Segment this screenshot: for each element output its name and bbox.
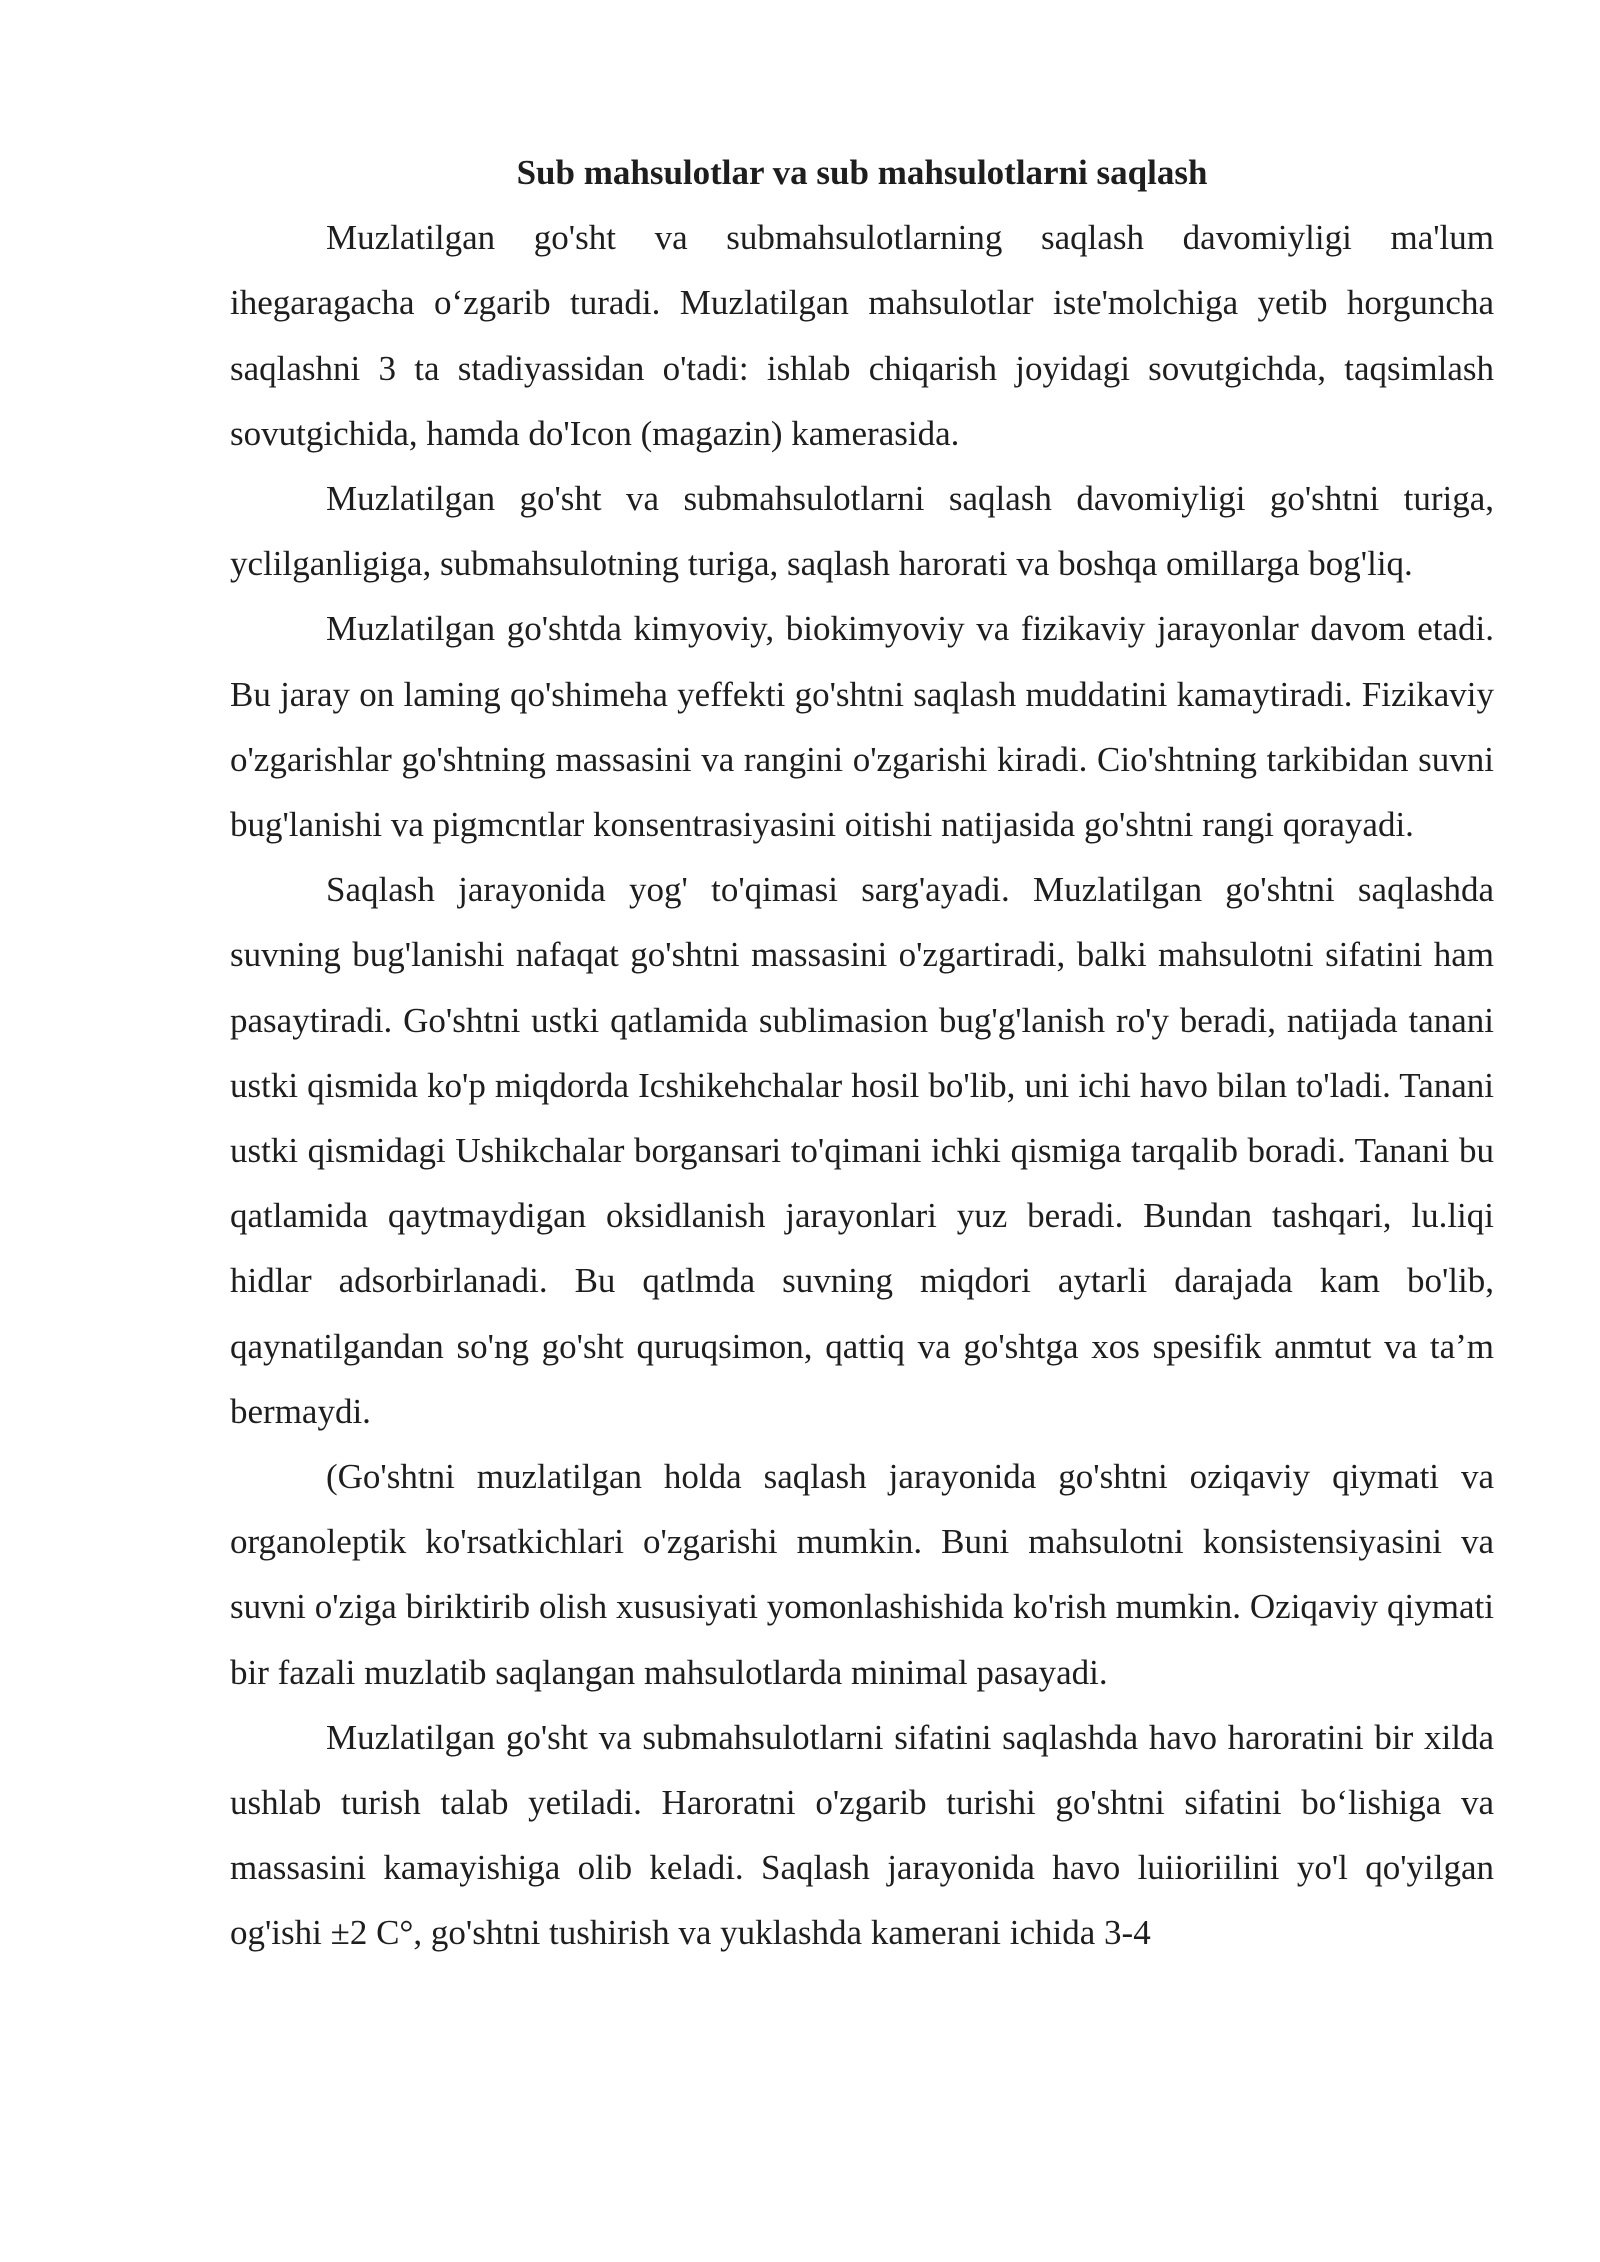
paragraph-6: Muzlatilgan go'sht va submahsulotlarni sifatini saqlashda havo haroratini bir xilda ushlab turish talab yetiladi. Haroratni o'zgarib turishi go'shtni sifatini bo‘lishiga va massasini kamayishiga olib keladi. Saqlash jarayonida havo luiioriilini yo'l qo'yilgan og'ishi ±2 C°, go'shtni tushirish va yuklashda kamerani ichida 3-4 xyxy=(230,1717,1494,1953)
paragraph-2: Muzlatilgan go'sht va submahsulotlarni saqlash davomiyligi go'shtni turiga, yclilganligiga, submahsulotning turiga, saqlash harorati va boshqa omillarga bog'liq. xyxy=(230,479,1494,584)
paragraph-5: (Go'shtni muzlatilgan holda saqlash jarayonida go'shtni oziqaviy qiymati va organoleptik ko'rsatkichlari o'zgarishi mumkin. Buni mahsulotni konsistensiyasini va suvni o'ziga biriktirib olish xususiyati yomonlashishida ko'rish mumkin. Oziqaviy qiymati bir fazali muzlatib saqlangan mahsulotlarda minimal pasayadi. xyxy=(230,1457,1494,1692)
document-body xyxy=(230,140,1494,1966)
paragraph-3: Muzlatilgan go'shtda kimyoviy, biokimyoviy va fizikaviy jarayonlar davom etadi. Bu jaray on laming qo'shimeha yeffekti go'shtni saqlash muddatini kamaytiradi. Fizikaviy o'zgarishlar go'shtning massasini va rangini o'zgarishi kiradi. Cio'shtning tarkibidan suvni bug'lanishi va pigmcntlar konsentrasiyasini oitishi natijasida go'shtni rangi qorayadi. xyxy=(230,609,1494,845)
paragraph-4: Saqlash jarayonida yog' to'qimasi sarg'ayadi. Muzlatilgan go'shtni saqlashda suvning bug'lanishi nafaqat go'shtni massasini o'zgartiradi, balki mahsulotni sifatini ham pasaytiradi. Go'shtni ustki qatlamida sublimasion bug'g'lanish ro'y beradi, natijada tanani ustki qismida ko'p miqdorda Icshikehchalar hosil bo'lib, uni ichi havo bilan to'ladi. Tanani ustki qismidagi Ushikchalar borgansari to'qimani ichki qismiga tarqalib boradi. Tanani bu qatlamida qaytmaydigan oksidlanish jarayonlari yuz beradi. Bundan tashqari, lu.liqi hidlar adsorbirlanadi. Bu qatlmda suvning miqdori aytarli darajada kam bo'lib, qaynatilgandan so'ng go'sht quruqsimon, qattiq va go'shtga xos spesifik anmtut va ta’m bermaydi. xyxy=(230,870,1494,1431)
page-title: Sub mahsulotlar va sub mahsulotlarni saqlash xyxy=(516,153,1208,192)
paragraph-1: Muzlatilgan go'sht va submahsulotlarning saqlash davomiyligi ma'lum ihegaragacha o‘zgarib turadi. Muzlatilgan mahsulotlar iste'molchiga yetib horguncha saqlashni 3 ta stadiyassidan o'tadi: ishlab chiqarish joyidagi sovutgichda, taqsimlash sovutgichida, hamda do'Icon (magazin) kamerasida. xyxy=(230,218,1494,453)
